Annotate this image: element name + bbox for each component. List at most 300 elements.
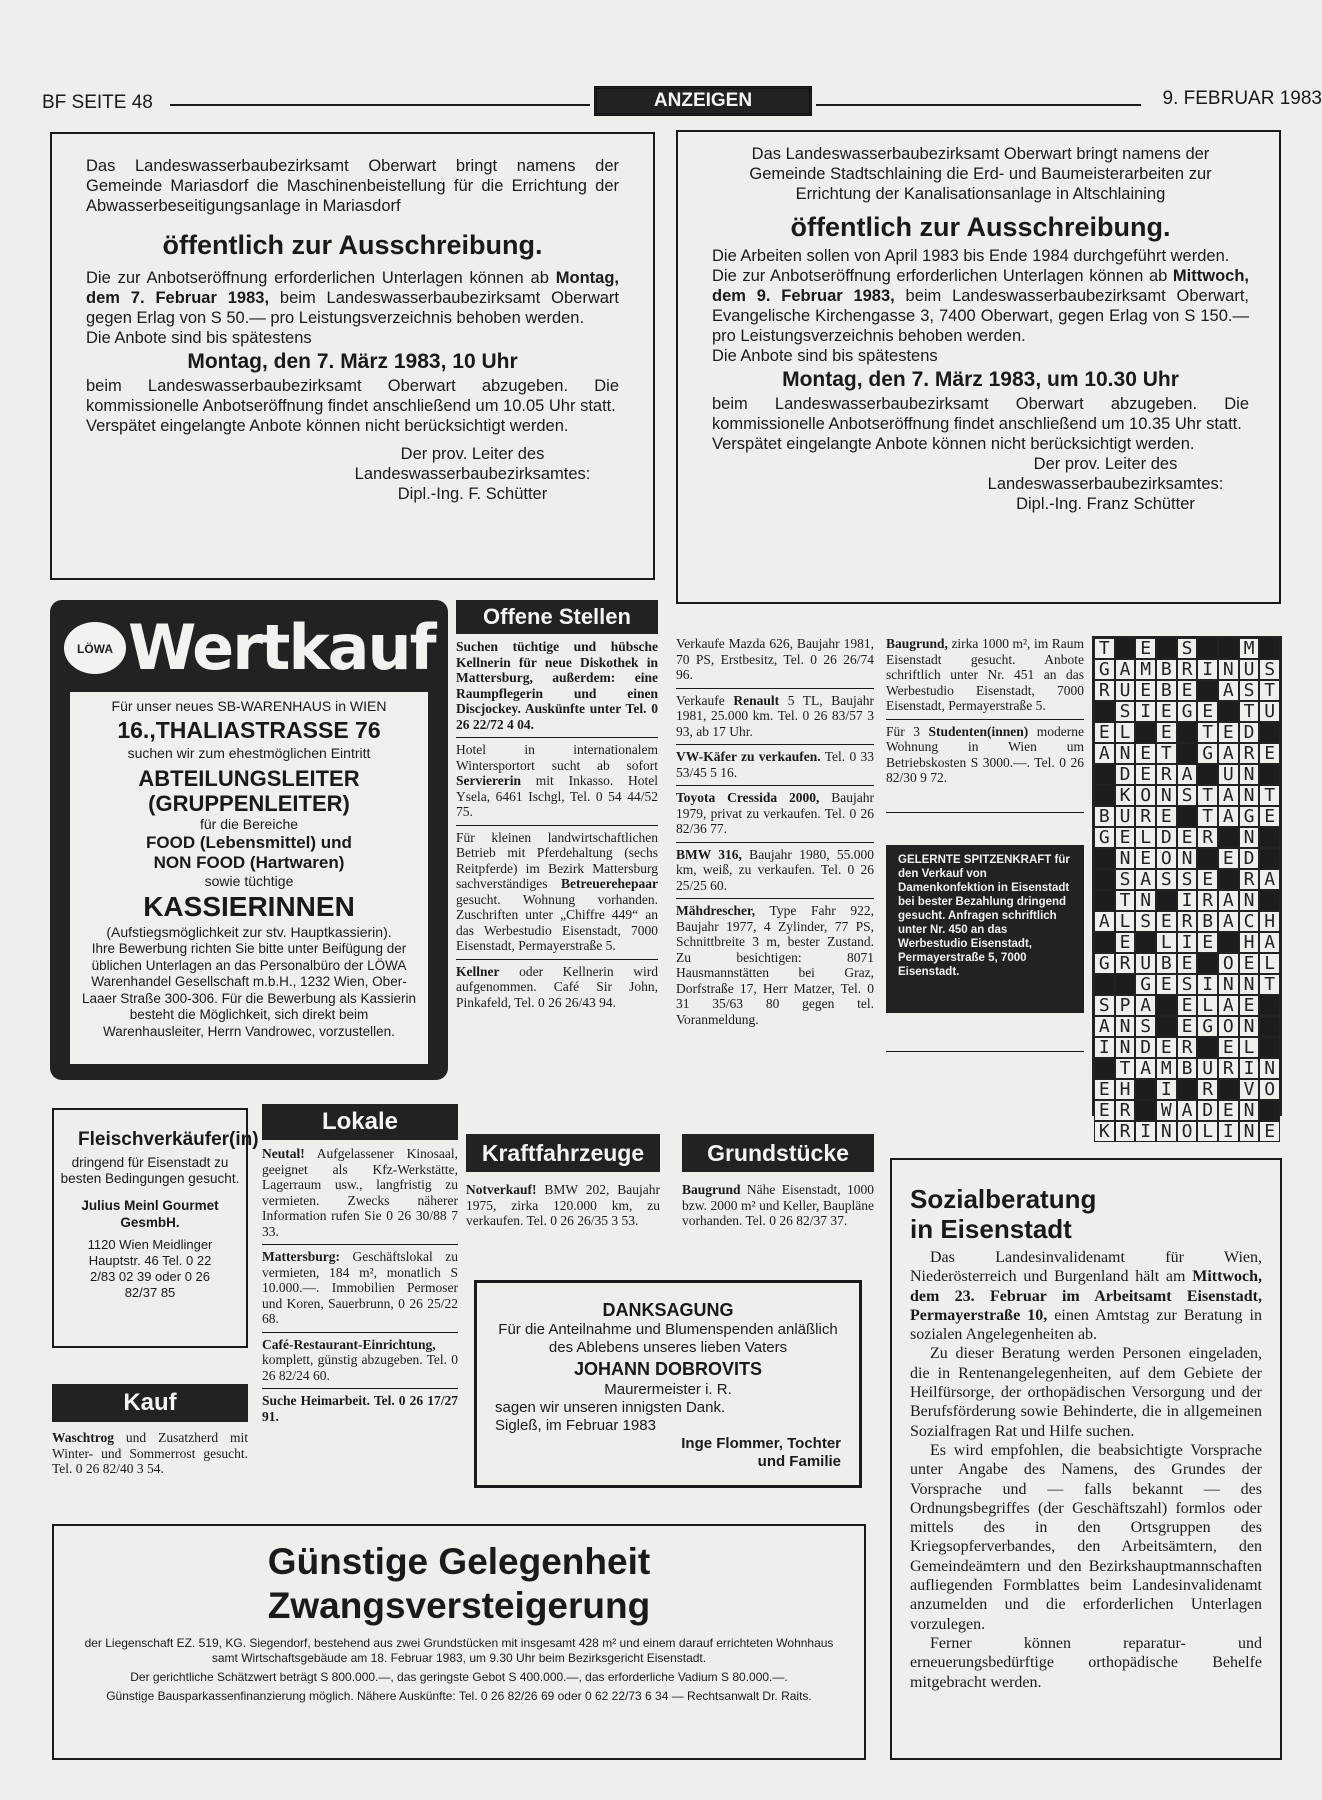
classified-ad bbox=[456, 964, 658, 1011]
crossword-block bbox=[1259, 848, 1280, 869]
crossword-cell: T bbox=[1239, 701, 1260, 722]
classified-ad: Verkaufe Mazda 626, Baujahr 1981, 70 PS, Erstbesitz, Tel. 0 26 26/74 96. bbox=[676, 636, 874, 682]
thanks-text: Für die Anteilnahme und Blumenspenden anläßlich des Ablebens unseres lieben Vaters bbox=[498, 1321, 838, 1356]
crossword-cell: A bbox=[1259, 932, 1280, 953]
crossword-cell: U bbox=[1218, 764, 1239, 785]
ad-keyword: VW-Käfer zu verkaufen. bbox=[676, 749, 821, 764]
crossword-block bbox=[1177, 1079, 1198, 1100]
section-header-text: Lokale bbox=[321, 1108, 399, 1135]
notice-paragraph: Ferner können reparatur- und erneuerungsbedürftige orthopädische Behelfe mitgebracht werden. bbox=[910, 1634, 1262, 1691]
crossword-cell: N bbox=[1239, 1100, 1260, 1121]
meinl-company: Julius Meinl Gourmet GesmbH. bbox=[81, 1198, 219, 1230]
crossword-cell: R bbox=[1197, 1079, 1218, 1100]
divider bbox=[676, 744, 874, 745]
wertkauf-text: sowie tüchtige bbox=[204, 873, 294, 889]
crossword-block bbox=[1094, 1058, 1115, 1079]
crossword-cell: E bbox=[1156, 806, 1177, 827]
tender-intro: Das Landeswasserbaubezirksamt Oberwart bringt namens der Gemeinde Mariasdorf die Maschinenbeistellung für die Errichtung der Abwasserbeseitigungsanlage in Mariasdorf bbox=[86, 157, 619, 215]
crossword-cell: T bbox=[1259, 680, 1280, 701]
ad-keyword: Baugrund, bbox=[886, 636, 948, 651]
crossword-cell: E bbox=[1239, 995, 1260, 1016]
meinl-job-text: dringend für Eisenstadt zu besten Bedingungen gesucht. bbox=[60, 1155, 240, 1186]
crossword-cell: T bbox=[1197, 785, 1218, 806]
classified-ad bbox=[456, 742, 658, 820]
crossword-block bbox=[1177, 806, 1198, 827]
crossword-cell: T bbox=[1115, 1058, 1136, 1079]
crossword-block bbox=[1259, 890, 1280, 911]
crossword-cell: I bbox=[1094, 1037, 1115, 1058]
crossword-cell: L bbox=[1259, 953, 1280, 974]
ad-text: komplett, günstig abzugeben. Tel. 0 26 82/24 60. bbox=[262, 1352, 458, 1383]
meinl-address: 1120 Wien Meidlinger Hauptstr. 46 Tel. 0 22 2/83 02 39 oder 0 26 82/37 85 bbox=[87, 1237, 213, 1300]
crossword-cell: E bbox=[1259, 743, 1280, 764]
wertkauf-text: für die Bereiche bbox=[199, 816, 299, 832]
notice-text: Das Landesinvalidenamt für Wien, Niederösterreich und Burgenland hält am bbox=[910, 1249, 1262, 1286]
crossword-cell: A bbox=[1094, 911, 1115, 932]
crossword-block bbox=[1156, 995, 1177, 1016]
crossword-cell: N bbox=[1115, 1037, 1136, 1058]
tender-signature-2: Landeswasserbaubezirksamtes: bbox=[987, 475, 1224, 493]
tender-period: Die Arbeiten sollen von April 1983 bis Ende 1984 durchgeführt werden. bbox=[712, 247, 1230, 265]
crossword-cell: E bbox=[1094, 1100, 1115, 1121]
crossword-cell: E bbox=[1094, 722, 1115, 743]
crossword-cell: I bbox=[1135, 701, 1156, 722]
crossword-cell: E bbox=[1177, 953, 1198, 974]
column-grundstuecke bbox=[682, 1134, 874, 1244]
crossword-cell: E bbox=[1239, 953, 1260, 974]
crossword-cell: I bbox=[1239, 1058, 1260, 1079]
page-number: BF SEITE 48 bbox=[42, 92, 153, 113]
ad-keyword: Serviererin bbox=[456, 773, 521, 788]
crossword-block bbox=[1218, 638, 1239, 659]
crossword-cell: G bbox=[1094, 827, 1115, 848]
crossword-cell: U bbox=[1115, 680, 1136, 701]
crossword-block bbox=[1094, 974, 1115, 995]
tender-ad-stadtschlaining bbox=[676, 130, 1281, 604]
crossword-cell: T bbox=[1259, 785, 1280, 806]
crossword-cell: N bbox=[1115, 1016, 1136, 1037]
crossword-cell: O bbox=[1218, 1016, 1239, 1037]
crossword-cell: E bbox=[1156, 722, 1177, 743]
crossword-cell: E bbox=[1156, 1037, 1177, 1058]
crossword-cell: K bbox=[1115, 785, 1136, 806]
crossword-cell: E bbox=[1218, 722, 1239, 743]
classified-ad bbox=[52, 1430, 248, 1477]
wertkauf-body bbox=[70, 692, 428, 1064]
ad-text: Baujahr 1980, 55.000 km, weiß, zu verkaufen. Tel. 0 26 25/25 60. bbox=[676, 846, 874, 893]
ad-text: Verkaufe bbox=[676, 692, 734, 708]
crossword-cell: N bbox=[1239, 827, 1260, 848]
crossword-block bbox=[1218, 1079, 1239, 1100]
divider bbox=[676, 785, 874, 786]
section-header-kauf bbox=[52, 1384, 248, 1422]
divider bbox=[262, 1244, 458, 1245]
tender-documents bbox=[712, 266, 1249, 346]
wertkauf-wordmark: Wertkauf bbox=[128, 611, 435, 684]
tender-ad-mariasdorf bbox=[50, 132, 655, 580]
deceased-name: JOHANN DOBROVITS bbox=[573, 1359, 762, 1379]
crossword-block bbox=[1259, 1016, 1280, 1037]
crossword-block bbox=[1218, 869, 1239, 890]
crossword-cell: N bbox=[1239, 785, 1260, 806]
crossword-cell: S bbox=[1115, 701, 1136, 722]
ad-text: Baujahr 1979, privat zu verkaufen. Tel. 0 26 82/36 77. bbox=[676, 790, 874, 836]
crossword-cell: T bbox=[1115, 890, 1136, 911]
crossword-cell: L bbox=[1239, 1037, 1260, 1058]
wertkauf-position-2: KASSIERINNEN bbox=[143, 891, 355, 922]
tender-documents-date: Montag, dem 7. Februar 1983, bbox=[86, 269, 619, 307]
crossword-cell: U bbox=[1259, 701, 1280, 722]
classified-ad bbox=[262, 1249, 458, 1327]
crossword-puzzle bbox=[1092, 636, 1282, 1142]
crossword-cell: R bbox=[1177, 911, 1198, 932]
header-rule-right bbox=[816, 104, 1141, 106]
crossword-cell: E bbox=[1177, 827, 1198, 848]
crossword-block bbox=[1197, 1037, 1218, 1058]
crossword-cell: S bbox=[1115, 869, 1136, 890]
crossword-cell: E bbox=[1259, 1121, 1280, 1142]
crossword-cell: E bbox=[1197, 869, 1218, 890]
divider bbox=[456, 959, 658, 960]
crossword-cell: E bbox=[1218, 1100, 1239, 1121]
crossword-cell: N bbox=[1239, 1016, 1260, 1037]
crossword-cell: C bbox=[1239, 911, 1260, 932]
crossword-cell: S bbox=[1094, 995, 1115, 1016]
crossword-cell: E bbox=[1135, 848, 1156, 869]
crossword-cell: N bbox=[1218, 974, 1239, 995]
tender-documents-rest: beim Landeswasserbaubezirksamt Oberwart, Evangelische Kirchengasse 3, 7400 Oberwart, gegen Erlag von S 150.— pro Leistungsverzeichnis behoben werden. bbox=[712, 287, 1249, 345]
crossword-cell: M bbox=[1239, 638, 1260, 659]
crossword-cell: M bbox=[1156, 1058, 1177, 1079]
crossword-cell: S bbox=[1259, 659, 1280, 680]
crossword-cell: A bbox=[1218, 995, 1239, 1016]
crossword-cell: S bbox=[1177, 785, 1198, 806]
ad-text: Tel. 0 33 53/45 5 16. bbox=[676, 749, 874, 780]
section-header-text: Offene Stellen bbox=[483, 604, 631, 629]
ad-text: und Zusatzherd mit Winter- und Sommerrost gesucht. Tel. 0 26 82/40 3 54. bbox=[52, 1430, 248, 1476]
crossword-cell: N bbox=[1239, 890, 1260, 911]
crossword-cell: O bbox=[1156, 848, 1177, 869]
section-label bbox=[594, 86, 812, 116]
crossword-cell: O bbox=[1135, 785, 1156, 806]
ad-text: Aufgelassener Kinosaal, geeignet als Kfz-Werkstätte, Lagerraum usw., langfristig zu vermieten. Zwecks näherer Information rufen Sie 0 26 30/88 7 33. bbox=[262, 1146, 458, 1239]
crossword-cell: E bbox=[1156, 701, 1177, 722]
crossword-block bbox=[1259, 1037, 1280, 1058]
crossword-cell: A bbox=[1135, 869, 1156, 890]
notice-title-2: in Eisenstadt bbox=[910, 1214, 1072, 1244]
ad-keyword: Mattersburg: bbox=[262, 1249, 340, 1264]
auction-ad bbox=[52, 1524, 866, 1760]
divider bbox=[676, 898, 874, 899]
crossword-block bbox=[1218, 827, 1239, 848]
crossword-cell: T bbox=[1197, 806, 1218, 827]
crossword-cell: A bbox=[1218, 680, 1239, 701]
spitzenkraft-text: GELERNTE SPITZENKRAFT für den Verkauf von Damenkonfektion in Eisenstadt bei bester Bezahlung dringend gesucht. Anfragen schriftlich unter Nr. 450 an das Werbestudio Eisenstadt, Permayerstraße 5, 7000 Eisenstadt. bbox=[898, 853, 1070, 978]
crossword-cell: L bbox=[1197, 995, 1218, 1016]
crossword-cell: H bbox=[1259, 911, 1280, 932]
crossword-cell: R bbox=[1115, 953, 1136, 974]
auction-title-2: Zwangsversteigerung bbox=[267, 1585, 651, 1626]
crossword-cell: R bbox=[1094, 680, 1115, 701]
ad-keyword: Notverkauf! bbox=[466, 1182, 537, 1197]
classified-ad bbox=[676, 903, 874, 1027]
column-offene-stellen bbox=[456, 600, 658, 1120]
crossword-cell: E bbox=[1259, 806, 1280, 827]
header-rule-left bbox=[170, 104, 590, 106]
crossword-cell: N bbox=[1218, 659, 1239, 680]
crossword-cell: T bbox=[1197, 722, 1218, 743]
crossword-cell: A bbox=[1094, 743, 1115, 764]
ad-keyword: BMW 316, bbox=[676, 846, 742, 862]
crossword-block bbox=[1094, 869, 1115, 890]
classified-ad bbox=[466, 1182, 660, 1229]
crossword-cell: R bbox=[1218, 1058, 1239, 1079]
crossword-cell: I bbox=[1156, 1079, 1177, 1100]
crossword-cell: D bbox=[1156, 827, 1177, 848]
crossword-cell: E bbox=[1156, 974, 1177, 995]
crossword-block bbox=[1259, 827, 1280, 848]
crossword-block bbox=[1218, 701, 1239, 722]
divider bbox=[886, 812, 1084, 813]
auction-financing: Günstige Bausparkassenfinanzierung möglich. Nähere Auskünfte: Tel. 0 26 82/26 69 oder 0 62 22/73 6 34 — Rechtsanwalt Dr. Raits. bbox=[106, 1689, 812, 1703]
crossword-cell: N bbox=[1239, 764, 1260, 785]
ad-keyword: Waschtrog bbox=[52, 1430, 115, 1445]
crossword-cell: B bbox=[1156, 953, 1177, 974]
divider bbox=[886, 719, 1084, 720]
crossword-cell: O bbox=[1218, 953, 1239, 974]
crossword-cell: B bbox=[1177, 1058, 1198, 1079]
classified-ad bbox=[676, 749, 874, 780]
crossword-cell: M bbox=[1135, 659, 1156, 680]
classified-ad bbox=[676, 693, 874, 740]
ad-keyword: Kellner bbox=[456, 963, 500, 979]
divider bbox=[262, 1332, 458, 1333]
crossword-cell: O bbox=[1259, 1079, 1280, 1100]
crossword-cell: D bbox=[1239, 722, 1260, 743]
crossword-cell: D bbox=[1135, 1037, 1156, 1058]
crossword-cell: D bbox=[1239, 848, 1260, 869]
page-header bbox=[42, 86, 1322, 116]
crossword-cell: L bbox=[1135, 827, 1156, 848]
crossword-cell: N bbox=[1259, 1058, 1280, 1079]
crossword-cell: G bbox=[1239, 806, 1260, 827]
section-header-text: Kauf bbox=[123, 1389, 177, 1416]
crossword-cell: E bbox=[1197, 932, 1218, 953]
tender-deadline-intro: Die Anbote sind bis spätestens bbox=[86, 329, 312, 347]
notice-date-place: Mittwoch, dem 23. Februar im Arbeitsamt Eisenstadt, Permayerstraße 10, bbox=[910, 1268, 1262, 1324]
crossword-cell: B bbox=[1197, 911, 1218, 932]
classified-ad bbox=[456, 830, 658, 954]
deceased-role: Maurermeister i. R. bbox=[604, 1381, 732, 1398]
crossword-cell: E bbox=[1218, 1037, 1239, 1058]
crossword-block bbox=[1197, 638, 1218, 659]
classified-ad: Suche Heimarbeit. Tel. 0 26 17/27 91. bbox=[262, 1393, 458, 1424]
crossword-cell: R bbox=[1115, 1100, 1136, 1121]
crossword-cell: R bbox=[1239, 743, 1260, 764]
crossword-cell: R bbox=[1177, 1037, 1198, 1058]
crossword-cell: K bbox=[1094, 1121, 1115, 1142]
crossword-cell: T bbox=[1259, 974, 1280, 995]
crossword-block bbox=[1259, 764, 1280, 785]
ad-keyword: Mähdrescher, bbox=[676, 903, 756, 918]
crossword-cell: T bbox=[1094, 638, 1115, 659]
crossword-block bbox=[1259, 638, 1280, 659]
thanks-text: sagen wir unseren innigsten Dank. bbox=[495, 1399, 726, 1416]
tender-headline: öffentlich zur Ausschreibung. bbox=[162, 230, 543, 260]
crossword-cell: E bbox=[1135, 764, 1156, 785]
wertkauf-position-1b: (GRUPPENLEITER) bbox=[148, 791, 350, 816]
auction-title-1: Günstige Gelegenheit bbox=[267, 1541, 651, 1582]
crossword-cell: B bbox=[1156, 659, 1177, 680]
tender-signature-1: Der prov. Leiter des bbox=[400, 445, 545, 463]
crossword-block bbox=[1094, 890, 1115, 911]
crossword-cell: S bbox=[1135, 911, 1156, 932]
ad-text: oder Kellnerin wird aufgenommen. Café Sir John, Pinkafeld, Tel. 0 26 26/43 94. bbox=[456, 963, 658, 1010]
crossword-cell: E bbox=[1115, 932, 1136, 953]
crossword-block bbox=[1259, 995, 1280, 1016]
crossword-cell: A bbox=[1218, 743, 1239, 764]
crossword-cell: N bbox=[1239, 974, 1260, 995]
crossword-block bbox=[1259, 722, 1280, 743]
crossword-cell: A bbox=[1218, 785, 1239, 806]
crossword-block bbox=[1156, 1016, 1177, 1037]
ad-text: mit Inkasso. Hotel Ysela, 6461 Ischgl, Tel. 0 54 44/52 75. bbox=[456, 773, 658, 819]
divider bbox=[676, 688, 874, 689]
tender-documents-text: Die zur Anbotseröffnung erforderlichen Unterlagen können ab bbox=[86, 269, 556, 287]
ad-keyword: Baugrund bbox=[682, 1182, 741, 1197]
ad-keyword: Betreuerehepaar bbox=[561, 876, 658, 891]
crossword-cell: S bbox=[1177, 974, 1198, 995]
crossword-cell: S bbox=[1135, 1016, 1156, 1037]
crossword-cell: E bbox=[1135, 638, 1156, 659]
section-header-offene-stellen bbox=[456, 600, 658, 634]
tender-late-note: Verspätet eingelangte Anbote können nicht berücksichtigt werden. bbox=[86, 417, 569, 435]
crossword-cell: U bbox=[1135, 953, 1156, 974]
ad-text: Für kleinen landwirtschaftlichen Betrieb mit Pferdehaltung (sechs Reitpferde) im Bezirk Mattersburg sachverständiges bbox=[456, 829, 658, 891]
crossword-block bbox=[1197, 764, 1218, 785]
obituary-thanks bbox=[474, 1280, 862, 1488]
tender-opening: beim Landeswasserbaubezirksamt Oberwart abzugeben. Die kommissionelle Anbotseröffnung findet anschließend um 10.35 Uhr statt. bbox=[712, 395, 1249, 433]
section-header-grundstuecke bbox=[682, 1134, 874, 1172]
wertkauf-ad bbox=[50, 600, 448, 1080]
crossword-cell: D bbox=[1197, 1100, 1218, 1121]
crossword-cell: N bbox=[1135, 890, 1156, 911]
crossword-cell: E bbox=[1135, 680, 1156, 701]
crossword-cell: N bbox=[1177, 848, 1198, 869]
page-date: 9. FEBRUAR 1983 bbox=[1162, 88, 1322, 109]
crossword-block bbox=[1135, 932, 1156, 953]
ad-keyword: Renault bbox=[733, 692, 780, 708]
ad-text: Für 3 bbox=[886, 723, 929, 739]
tender-documents-date: Mittwoch, dem 9. Februar 1983, bbox=[712, 267, 1249, 305]
auction-property: der Liegenschaft EZ. 519, KG. Siegendorf, bestehend aus zwei Grundstücken mit insgesamt 428 m² und einem darauf errichteten Wohnhaus samt Wirtschaftsgebäude am 18. Februar 1983, um 9.30 Uhr beim Bezirksgericht Eisenstadt. bbox=[84, 1636, 834, 1665]
tender-deadline-intro: Die Anbote sind bis spätestens bbox=[712, 347, 938, 365]
crossword-cell: S bbox=[1156, 869, 1177, 890]
wertkauf-address: 16.,THALIASTRASSE 76 bbox=[117, 717, 381, 743]
crossword-cell: A bbox=[1177, 1100, 1198, 1121]
notice-paragraph: Es wird empfohlen, die beabsichtigte Vorsprache unter Angabe des Namens, des Grundes der Vorsprache und — falls bekannt — des Ordnungsbegriffes (der Geschäftszahl) formlos oder mittels des in den Ortsgruppen des Kriegsopferverbandes, den Arbeitsämtern, den Gemeindeämtern und den Bezirkshauptmannschaften aufliegenden Formblattes beim Landesinvalidenamt anzumelden und die erforderlichen Unterlagen vorzulegen. bbox=[910, 1441, 1262, 1633]
classified-ad: Suchen tüchtige und hübsche Kellnerin für neue Diskothek in Mattersburg, außerdem: eine Raumpflegerin und einen Discjockey. Auskünfte unter Tel. 0 26 22/72 4 04. bbox=[456, 639, 658, 732]
crossword-cell: E bbox=[1197, 701, 1218, 722]
crossword-cell: S bbox=[1177, 869, 1198, 890]
crossword-cell: A bbox=[1135, 995, 1156, 1016]
wertkauf-application: Ihre Bewerbung richten Sie bitte unter Beifügung der üblichen Unterlagen an das Personalbüro der LÖWA Warenhandel Gesellschaft m.b.H., 1232 Wien, Ober-Laaer Straße 300-306. Für die Bewerbung als Kassierin besteht die Möglichkeit, sich direkt beim Warenhausleiter, Herrn Vandrowec, vorzustellen. bbox=[82, 941, 416, 1039]
crossword-cell: R bbox=[1177, 659, 1198, 680]
tender-signature-2: Landeswasserbaubezirksamtes: bbox=[354, 465, 591, 483]
crossword-cell: G bbox=[1197, 1016, 1218, 1037]
divider bbox=[886, 1051, 1084, 1052]
section-header-kraftfahrzeuge bbox=[466, 1134, 660, 1172]
classified-ad bbox=[676, 790, 874, 837]
crossword-cell: A bbox=[1135, 1058, 1156, 1079]
crossword-block bbox=[1094, 785, 1115, 806]
crossword-block bbox=[1115, 638, 1136, 659]
crossword-cell: N bbox=[1156, 785, 1177, 806]
tender-documents-rest: beim Landeswasserbaubezirksamt Oberwart gegen Erlag von S 50.— pro Leistungsverzeichnis behoben werden. bbox=[86, 289, 619, 327]
column-kraftfahrzeuge bbox=[466, 1134, 660, 1244]
crossword-block bbox=[1135, 1100, 1156, 1121]
crossword-grid bbox=[1094, 638, 1280, 1142]
crossword-cell: A bbox=[1115, 659, 1136, 680]
crossword-cell: T bbox=[1156, 743, 1177, 764]
notice-paragraph bbox=[910, 1248, 1262, 1344]
crossword-cell: E bbox=[1177, 995, 1198, 1016]
crossword-block bbox=[1094, 848, 1115, 869]
tender-signature-3: Dipl.-Ing. F. Schütter bbox=[397, 485, 548, 503]
crossword-cell: E bbox=[1115, 827, 1136, 848]
crossword-block bbox=[1197, 680, 1218, 701]
crossword-cell: A bbox=[1094, 1016, 1115, 1037]
crossword-cell: A bbox=[1259, 869, 1280, 890]
crossword-cell: R bbox=[1197, 890, 1218, 911]
crossword-block bbox=[1156, 890, 1177, 911]
crossword-block bbox=[1197, 953, 1218, 974]
crossword-cell: W bbox=[1156, 1100, 1177, 1121]
crossword-cell: E bbox=[1218, 848, 1239, 869]
crossword-cell: G bbox=[1135, 974, 1156, 995]
crossword-cell: S bbox=[1177, 638, 1198, 659]
crossword-block bbox=[1094, 701, 1115, 722]
crossword-cell: R bbox=[1156, 764, 1177, 785]
ad-text: BMW 202, Baujahr 1975, zirka 120.000 km, zu verkaufen. Tel. 0 26 26/35 3 53. bbox=[466, 1182, 660, 1228]
crossword-cell: P bbox=[1115, 995, 1136, 1016]
tender-documents bbox=[86, 268, 619, 328]
crossword-cell: S bbox=[1239, 680, 1260, 701]
tender-intro: Das Landeswasserbaubezirksamt Oberwart bringt namens der Gemeinde Stadtschlaining die Erd- und Baumeisterarbeiten zur Errichtung der Kanalisationsanlage in Altschlaining bbox=[749, 145, 1212, 203]
crossword-cell: A bbox=[1177, 764, 1198, 785]
section-header-text: Kraftfahrzeuge bbox=[481, 1140, 645, 1166]
crossword-cell: N bbox=[1239, 1121, 1260, 1142]
classified-ad bbox=[262, 1146, 458, 1239]
ad-keyword: Studenten(innen) bbox=[928, 723, 1029, 739]
crossword-cell: O bbox=[1177, 1121, 1198, 1142]
thanks-place-date: Sigleß, im Februar 1983 bbox=[495, 1417, 656, 1434]
crossword-cell: D bbox=[1115, 764, 1136, 785]
column-kauf bbox=[52, 1384, 248, 1504]
crossword-cell: U bbox=[1197, 1058, 1218, 1079]
ad-text: zirka 1000 m², im Raum Eisenstadt gesucht. Anbote schriftlich unter Nr. 451 an das Werbestudio Eisenstadt, 7000 Eisenstadt, Permayerstraße 5. bbox=[886, 636, 1084, 713]
divider bbox=[456, 825, 658, 826]
tender-signature-3: Dipl.-Ing. Franz Schütter bbox=[1016, 495, 1195, 513]
notice-body bbox=[910, 1248, 1262, 1692]
crossword-cell: L bbox=[1115, 722, 1136, 743]
crossword-cell: I bbox=[1218, 1121, 1239, 1142]
crossword-cell: I bbox=[1177, 890, 1198, 911]
tender-opening: beim Landeswasserbaubezirksamt Oberwart abzugeben. Die kommissionelle Anbotseröffnung findet anschließend um 10.05 Uhr statt. bbox=[86, 377, 619, 415]
column-lokale bbox=[262, 1104, 458, 1504]
thanks-signature: Inge Flommer, Tochter und Familie bbox=[681, 1435, 841, 1470]
crossword-cell: E bbox=[1135, 743, 1156, 764]
